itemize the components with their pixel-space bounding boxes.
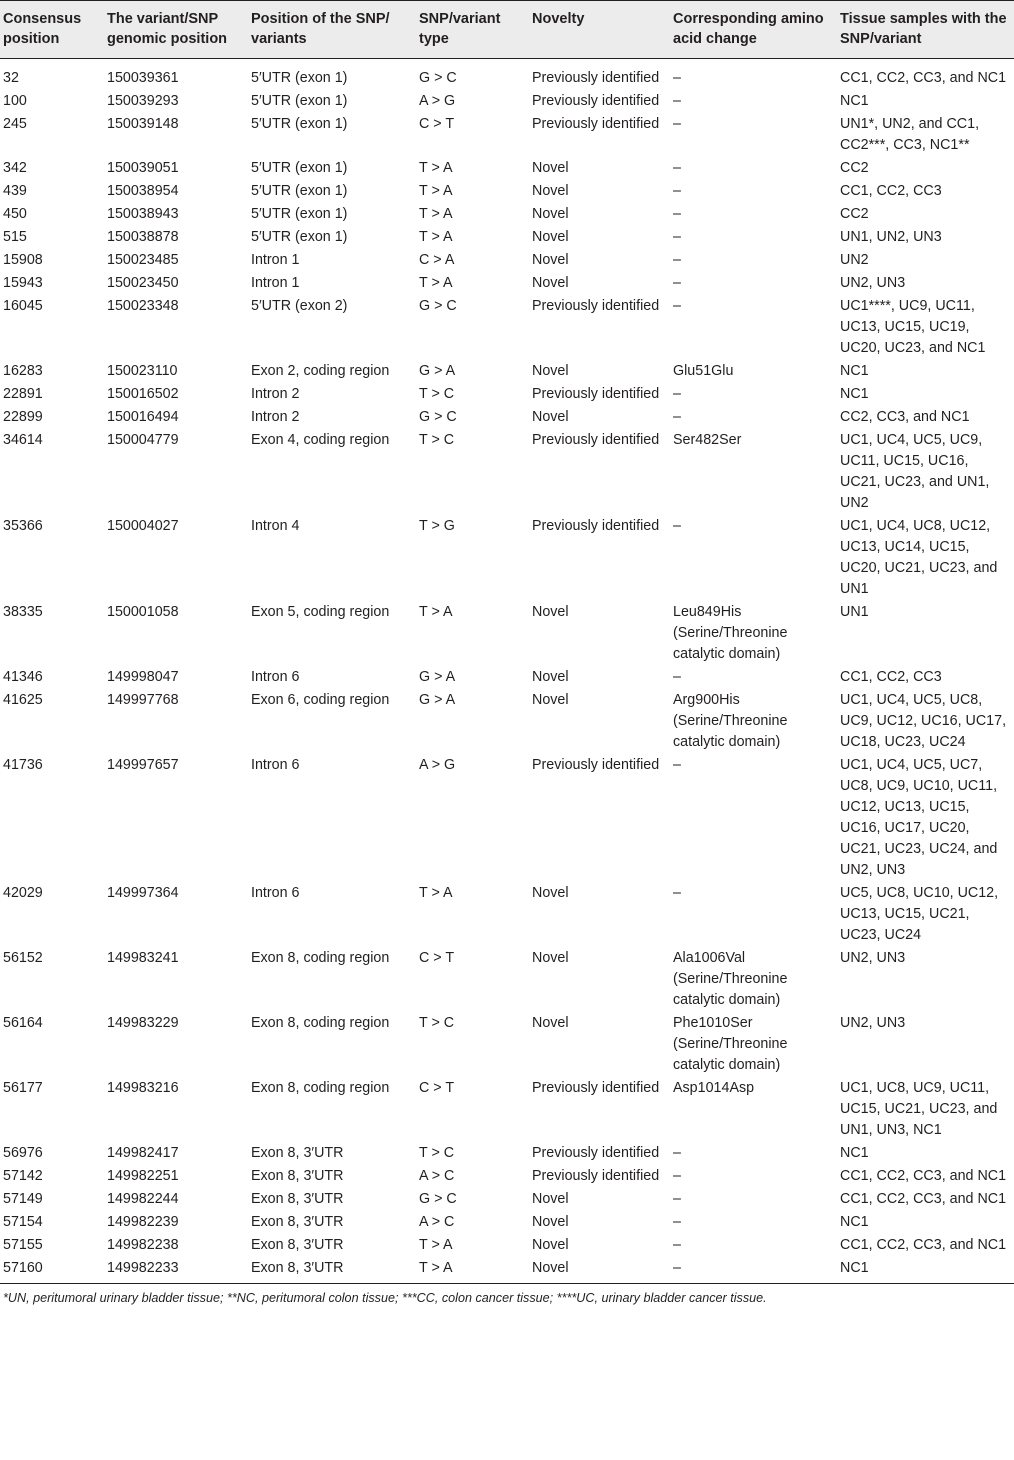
genomic-position-cell: 150023450 [107,275,179,291]
amino-acid-change-cell: – [673,386,681,402]
consensus-position-cell: 16045 [3,298,43,314]
consensus-position-cell: 450 [3,206,27,222]
novelty-cell: Novel [532,1260,569,1276]
genomic-position-cell: 150001058 [107,604,179,620]
novelty-cell: Previously identified [532,432,660,448]
variant-type-cell: G > A [419,692,456,708]
tissue-samples-cell: UC1, UC4, UC8, UC12, UC13, UC14, UC15, UC20, UC21, UC23, and UN1 [840,518,998,597]
tissue-samples-cell: UN1*, UN2, and CC1, CC2***, CC3, NC1** [840,116,980,153]
table-row [0,383,1014,406]
consensus-position-cell: 22899 [3,409,43,425]
consensus-position-cell: 16283 [3,363,43,379]
genomic-position-cell: 149982238 [107,1237,179,1253]
variant-type-cell: G > C [419,70,457,86]
tissue-samples-cell: NC1 [840,363,869,379]
variant-type-cell: C > A [419,252,455,268]
header-variant-type: SNP/variant type [415,1,528,59]
table-row [0,1211,1014,1234]
snp-position-cell: 5′UTR (exon 1) [251,93,348,109]
table-row [0,180,1014,203]
genomic-position-cell: 150023485 [107,252,179,268]
table-row [0,1165,1014,1188]
tissue-samples-cell: UN2 [840,252,869,268]
snp-position-cell: Exon 8, 3′UTR [251,1214,344,1230]
snp-position-cell: 5′UTR (exon 1) [251,183,348,199]
table-row [0,601,1014,666]
novelty-cell: Novel [532,160,569,176]
table-row [0,1012,1014,1077]
table-row [0,226,1014,249]
amino-acid-change-cell: – [673,206,681,222]
genomic-position-cell: 149997768 [107,692,179,708]
amino-acid-change-cell: – [673,229,681,245]
snp-position-cell: 5′UTR (exon 2) [251,298,348,314]
table-row [0,947,1014,1012]
consensus-position-cell: 342 [3,160,27,176]
variant-type-cell: A > G [419,757,456,773]
consensus-position-cell: 57149 [3,1191,43,1207]
variant-type-cell: G > C [419,298,457,314]
amino-acid-change-cell: – [673,1237,681,1253]
variant-type-cell: T > A [419,183,453,199]
tissue-samples-cell: CC1, CC2, CC3, and NC1 [840,70,1007,86]
tissue-samples-cell: UC1, UC4, UC5, UC7, UC8, UC9, UC10, UC11, UC12, UC13, UC15, UC16, UC17, UC20, UC21, UC23, UC24, and UN2, UN3 [840,757,998,878]
amino-acid-change-cell: – [673,1191,681,1207]
header-genomic-position: The variant/SNP genomic position [103,1,247,59]
amino-acid-change-cell: – [673,160,681,176]
tissue-samples-cell: UN2, UN3 [840,950,906,966]
genomic-position-cell: 150038878 [107,229,179,245]
tissue-samples-cell: CC2 [840,206,869,222]
genomic-position-cell: 150038954 [107,183,179,199]
header-amino-acid-change: Corresponding amino acid change [669,1,836,59]
variant-type-cell: T > A [419,1237,453,1253]
genomic-position-cell: 150016502 [107,386,179,402]
amino-acid-change-cell: – [673,252,681,268]
novelty-cell: Novel [532,183,569,199]
tissue-samples-cell: UC1****, UC9, UC11, UC13, UC15, UC19, UC20, UC23, and NC1 [840,298,986,356]
snp-position-cell: Intron 2 [251,386,300,402]
consensus-position-cell: 57142 [3,1168,43,1184]
genomic-position-cell: 149983229 [107,1015,179,1031]
header-consensus-position: Consensus position [0,1,103,59]
amino-acid-change-cell: Ala1006Val (Serine/Threonine catalytic domain) [673,950,788,1008]
amino-acid-change-cell: – [673,1168,681,1184]
header-snp-position: Position of the SNP/ variants [247,1,415,59]
consensus-position-cell: 515 [3,229,27,245]
genomic-position-cell: 150004027 [107,518,179,534]
table-row [0,203,1014,226]
consensus-position-cell: 34614 [3,432,43,448]
genomic-position-cell: 149982251 [107,1168,179,1184]
table-row [0,406,1014,429]
novelty-cell: Novel [532,363,569,379]
table-row [0,1257,1014,1283]
genomic-position-cell: 150016494 [107,409,179,425]
table-row [0,1234,1014,1257]
genomic-position-cell: 149982233 [107,1260,179,1276]
variant-type-cell: G > C [419,1191,457,1207]
amino-acid-change-cell: – [673,183,681,199]
genomic-position-cell: 150004779 [107,432,179,448]
consensus-position-cell: 38335 [3,604,43,620]
novelty-cell: Previously identified [532,1168,660,1184]
snp-position-cell: Intron 4 [251,518,300,534]
novelty-cell: Novel [532,950,569,966]
tissue-samples-cell: UN1 [840,604,869,620]
consensus-position-cell: 56976 [3,1145,43,1161]
consensus-position-cell: 41736 [3,757,43,773]
snp-position-cell: Intron 1 [251,252,300,268]
consensus-position-cell: 56164 [3,1015,43,1031]
snp-position-cell: 5′UTR (exon 1) [251,160,348,176]
variant-type-cell: T > A [419,275,453,291]
consensus-position-cell: 245 [3,116,27,132]
variant-type-cell: T > A [419,1260,453,1276]
table-body [0,59,1014,1284]
table-row [0,113,1014,157]
novelty-cell: Novel [532,275,569,291]
table-row [0,249,1014,272]
novelty-cell: Novel [532,669,569,685]
consensus-position-cell: 439 [3,183,27,199]
genomic-position-cell: 150039293 [107,93,179,109]
genomic-position-cell: 150023348 [107,298,179,314]
variant-type-cell: T > A [419,229,453,245]
tissue-samples-cell: UN2, UN3 [840,1015,906,1031]
amino-acid-change-cell: – [673,757,681,773]
snp-position-cell: Exon 4, coding region [251,432,390,448]
snp-position-cell: Intron 6 [251,885,300,901]
snp-position-cell: Exon 8, coding region [251,1015,390,1031]
header-novelty: Novelty [528,1,669,59]
snp-position-cell: Exon 5, coding region [251,604,390,620]
consensus-position-cell: 35366 [3,518,43,534]
amino-acid-change-cell: – [673,885,681,901]
table-row [0,295,1014,360]
amino-acid-change-cell: – [673,1260,681,1276]
consensus-position-cell: 15908 [3,252,43,268]
genomic-position-cell: 150039148 [107,116,179,132]
snp-position-cell: Intron 1 [251,275,300,291]
snp-position-cell: 5′UTR (exon 1) [251,206,348,222]
amino-acid-change-cell: Leu849His (Serine/Threonine catalytic domain) [673,604,788,662]
snp-position-cell: Exon 8, 3′UTR [251,1191,344,1207]
tissue-samples-cell: UC1, UC4, UC5, UC9, UC11, UC15, UC16, UC21, UC23, and UN1, UN2 [840,432,990,511]
snp-position-cell: Exon 6, coding region [251,692,390,708]
consensus-position-cell: 41625 [3,692,43,708]
tissue-samples-cell: CC2 [840,160,869,176]
novelty-cell: Novel [532,409,569,425]
novelty-cell: Previously identified [532,93,660,109]
amino-acid-change-cell: – [673,1145,681,1161]
amino-acid-change-cell: Asp1014Asp [673,1080,755,1096]
variant-type-cell: T > C [419,386,455,402]
variant-type-cell: G > C [419,409,457,425]
variant-type-cell: T > C [419,1015,455,1031]
table-row [0,689,1014,754]
consensus-position-cell: 42029 [3,885,43,901]
table-row [0,90,1014,113]
variant-type-cell: C > T [419,116,455,132]
amino-acid-change-cell: – [673,518,681,534]
variant-type-cell: A > C [419,1214,455,1230]
amino-acid-change-cell: Ser482Ser [673,432,742,448]
genomic-position-cell: 149982244 [107,1191,179,1207]
genomic-position-cell: 150039051 [107,160,179,176]
variant-type-cell: T > A [419,160,453,176]
tissue-samples-cell: UC5, UC8, UC10, UC12, UC13, UC15, UC21, UC23, UC24 [840,885,999,943]
genomic-position-cell: 149982239 [107,1214,179,1230]
tissue-samples-cell: NC1 [840,1214,869,1230]
novelty-cell: Previously identified [532,1145,660,1161]
tissue-samples-cell: UN2, UN3 [840,275,906,291]
variant-type-cell: T > A [419,885,453,901]
novelty-cell: Novel [532,885,569,901]
variant-type-cell: C > T [419,950,455,966]
novelty-cell: Novel [532,229,569,245]
novelty-cell: Previously identified [532,70,660,86]
header-tissue-samples: Tissue samples with the SNP/variant [836,1,1014,59]
table-row [0,882,1014,947]
novelty-cell: Novel [532,692,569,708]
novelty-cell: Novel [532,1214,569,1230]
table-row [0,157,1014,180]
table-row [0,59,1014,91]
table-row [0,1077,1014,1142]
table-footnote: *UN, peritumoral urinary bladder tissue; **NC, peritumoral colon tissue; ***CC, colon cancer tissue; ****UC, urinary bladder cancer tissue. [0,1283,1014,1306]
snp-position-cell: Intron 6 [251,669,300,685]
variant-type-cell: A > G [419,93,456,109]
table-row [0,429,1014,515]
variant-type-cell: G > A [419,669,456,685]
snp-position-cell: 5′UTR (exon 1) [251,229,348,245]
genomic-position-cell: 150039361 [107,70,179,86]
novelty-cell: Previously identified [532,757,660,773]
variant-type-cell: T > C [419,432,455,448]
genomic-position-cell: 149982417 [107,1145,179,1161]
amino-acid-change-cell: – [673,275,681,291]
header-row [0,1,1014,59]
tissue-samples-cell: NC1 [840,386,869,402]
snp-position-cell: Exon 8, 3′UTR [251,1237,344,1253]
snp-position-cell: 5′UTR (exon 1) [251,70,348,86]
novelty-cell: Previously identified [532,386,660,402]
amino-acid-change-cell: – [673,298,681,314]
consensus-position-cell: 15943 [3,275,43,291]
table-row [0,1142,1014,1165]
genomic-position-cell: 149998047 [107,669,179,685]
snp-position-cell: Exon 8, 3′UTR [251,1168,344,1184]
snp-position-cell: Exon 8, 3′UTR [251,1145,344,1161]
amino-acid-change-cell: – [673,93,681,109]
tissue-samples-cell: NC1 [840,1260,869,1276]
genomic-position-cell: 149983216 [107,1080,179,1096]
snp-position-cell: Exon 8, coding region [251,950,390,966]
novelty-cell: Previously identified [532,116,660,132]
table-row [0,272,1014,295]
snp-position-cell: Intron 6 [251,757,300,773]
amino-acid-change-cell: – [673,669,681,685]
tissue-samples-cell: NC1 [840,93,869,109]
tissue-samples-cell: CC1, CC2, CC3, and NC1 [840,1191,1007,1207]
tissue-samples-cell: CC1, CC2, CC3, and NC1 [840,1168,1007,1184]
novelty-cell: Previously identified [532,518,660,534]
tissue-samples-cell: UC1, UC8, UC9, UC11, UC15, UC21, UC23, and UN1, UN3, NC1 [840,1080,998,1138]
amino-acid-change-cell: – [673,70,681,86]
genomic-position-cell: 149997657 [107,757,179,773]
variant-type-cell: A > C [419,1168,455,1184]
novelty-cell: Novel [532,1015,569,1031]
consensus-position-cell: 57154 [3,1214,43,1230]
table-header [0,1,1014,59]
tissue-samples-cell: CC1, CC2, CC3 [840,183,942,199]
snp-position-cell: Exon 8, 3′UTR [251,1260,344,1276]
consensus-position-cell: 57160 [3,1260,43,1276]
novelty-cell: Novel [532,1237,569,1253]
consensus-position-cell: 56152 [3,950,43,966]
tissue-samples-cell: UN1, UN2, UN3 [840,229,942,245]
variant-type-cell: T > G [419,518,455,534]
amino-acid-change-cell: Glu51Glu [673,363,734,379]
tissue-samples-cell: UC1, UC4, UC5, UC8, UC9, UC12, UC16, UC17, UC18, UC23, UC24 [840,692,1007,750]
table-row [0,754,1014,882]
tissue-samples-cell: NC1 [840,1145,869,1161]
amino-acid-change-cell: – [673,1214,681,1230]
variant-type-cell: T > A [419,206,453,222]
snp-position-cell: 5′UTR (exon 1) [251,116,348,132]
genomic-position-cell: 150038943 [107,206,179,222]
genomic-position-cell: 149997364 [107,885,179,901]
novelty-cell: Previously identified [532,298,660,314]
consensus-position-cell: 41346 [3,669,43,685]
genomic-position-cell: 150023110 [107,363,178,379]
variant-type-cell: T > A [419,604,453,620]
amino-acid-change-cell: – [673,116,681,132]
novelty-cell: Novel [532,206,569,222]
amino-acid-change-cell: Arg900His (Serine/Threonine catalytic domain) [673,692,788,750]
snp-position-cell: Exon 8, coding region [251,1080,390,1096]
genomic-position-cell: 149983241 [107,950,179,966]
snp-position-cell: Intron 2 [251,409,300,425]
tissue-samples-cell: CC2, CC3, and NC1 [840,409,970,425]
table-row [0,515,1014,601]
novelty-cell: Previously identified [532,1080,660,1096]
tissue-samples-cell: CC1, CC2, CC3, and NC1 [840,1237,1007,1253]
consensus-position-cell: 100 [3,93,27,109]
variant-type-cell: G > A [419,363,456,379]
novelty-cell: Novel [532,1191,569,1207]
table-row [0,360,1014,383]
amino-acid-change-cell: – [673,409,681,425]
novelty-cell: Novel [532,252,569,268]
snp-position-cell: Exon 2, coding region [251,363,390,379]
consensus-position-cell: 32 [3,70,19,86]
novelty-cell: Novel [532,604,569,620]
tissue-samples-cell: CC1, CC2, CC3 [840,669,942,685]
table-row [0,666,1014,689]
consensus-position-cell: 57155 [3,1237,43,1253]
consensus-position-cell: 56177 [3,1080,43,1096]
variant-type-cell: C > T [419,1080,455,1096]
variant-type-cell: T > C [419,1145,455,1161]
table-row [0,1188,1014,1211]
consensus-position-cell: 22891 [3,386,43,402]
amino-acid-change-cell: Phe1010Ser (Serine/Threonine catalytic domain) [673,1015,788,1073]
